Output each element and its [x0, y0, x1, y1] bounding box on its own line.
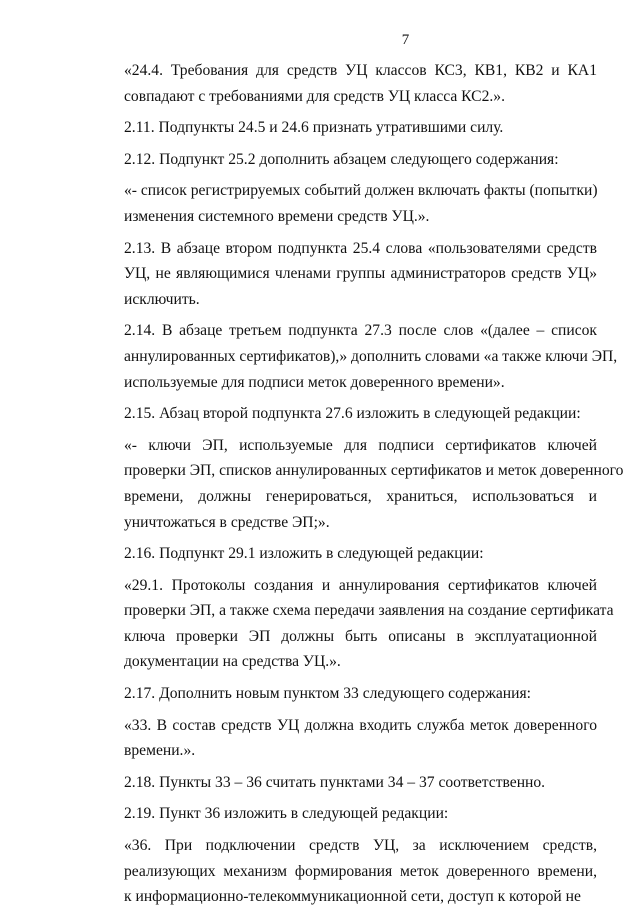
paragraph-p-2-17 [93, 681, 597, 707]
document-body [93, 58, 624, 910]
text-line: 2.14. В абзаце третьем подпункта 27.3 после слов «(далее – список [124, 322, 597, 340]
text-line: 2.11. Подпункты 24.5 и 24.6 признать утратившими силу. [124, 119, 504, 137]
text-line: документации на средства УЦ.». [124, 653, 341, 671]
text-line: совпадают с требованиями для средств УЦ класса КС2.». [124, 87, 505, 105]
paragraph-p-2-15 [93, 401, 597, 427]
text-line: реализующих механизм формирования меток доверенного времени, [124, 862, 597, 880]
text-line: проверки ЭП, списков аннулированных сертификатов и меток доверенного [124, 462, 624, 480]
text-line: ключа проверки ЭП должны быть описаны в эксплуатационной [124, 627, 597, 645]
text-line: изменения системного времени средств УЦ.». [124, 207, 430, 225]
text-line: «24.4. Требования для средств УЦ классов КС3, КВ1, КВ2 и КА1 [124, 62, 597, 79]
paragraph-p-2-12 [93, 147, 597, 173]
page-number: 7 [401, 32, 410, 48]
paragraph-p-2-19-quote [93, 833, 597, 910]
paragraph-p-2-12-quote [93, 178, 597, 229]
text-line: 2.12. Подпункт 25.2 дополнить абзацем следующего содержания: [124, 150, 559, 168]
text-line: уничтожаться в средстве ЭП;». [124, 513, 330, 531]
paragraph-p-2-19 [93, 801, 597, 827]
text-line: к информационно-телекоммуникационной сети, доступ к которой не [124, 888, 581, 906]
paragraph-p-2-16 [93, 541, 597, 567]
text-line: исключить. [124, 290, 200, 308]
text-line: УЦ, не являющимися членами группы администраторов средств УЦ» [124, 265, 597, 283]
paragraph-p-2-14 [93, 318, 618, 395]
paragraph-p-2-17-quote [93, 713, 597, 764]
text-line: «36. При подключении средств УЦ, за исключением средств, [124, 837, 597, 855]
paragraph-p-2-16-quote [93, 573, 614, 675]
paragraph-p-2-15-quote [93, 433, 624, 535]
text-line: 2.18. Пункты 33 – 36 считать пунктами 34 – 37 соответственно. [124, 773, 546, 791]
text-line: 2.16. Подпункт 29.1 изложить в следующей редакции: [124, 545, 484, 563]
text-line: «- ключи ЭП, используемые для подписи сертификатов ключей [124, 436, 597, 454]
text-line: «- список регистрируемых событий должен включать факты (попытки) [124, 182, 598, 200]
text-line: 2.19. Пункт 36 изложить в следующей редакции: [124, 805, 449, 823]
text-line: 2.15. Абзац второй подпункта 27.6 изложить в следующей редакции: [124, 405, 581, 423]
text-line: 2.13. В абзаце втором подпункта 25.4 слова «пользователями средств [124, 239, 597, 257]
text-line: «33. В состав средств УЦ должна входить служба меток доверенного [124, 716, 597, 734]
paragraph-p-2-13 [93, 236, 597, 313]
text-line: проверки ЭП, а также схема передачи заявления на создание сертификата [124, 602, 614, 620]
text-line: времени.». [124, 742, 196, 760]
paragraph-p-2-18 [93, 770, 597, 796]
text-line: «29.1. Протоколы создания и аннулирования сертификатов ключей [124, 576, 597, 594]
text-line: времени, должны генерироваться, храниться, использоваться и [124, 487, 597, 505]
paragraph-p-2-11 [93, 115, 597, 141]
text-line: 2.17. Дополнить новым пунктом 33 следующего содержания: [124, 685, 531, 703]
text-line: аннулированных сертификатов),» дополнить словами «а также ключи ЭП, [124, 347, 618, 365]
paragraph-p-24-4 [93, 58, 597, 109]
text-line: используемые для подписи меток доверенного времени». [124, 373, 505, 391]
